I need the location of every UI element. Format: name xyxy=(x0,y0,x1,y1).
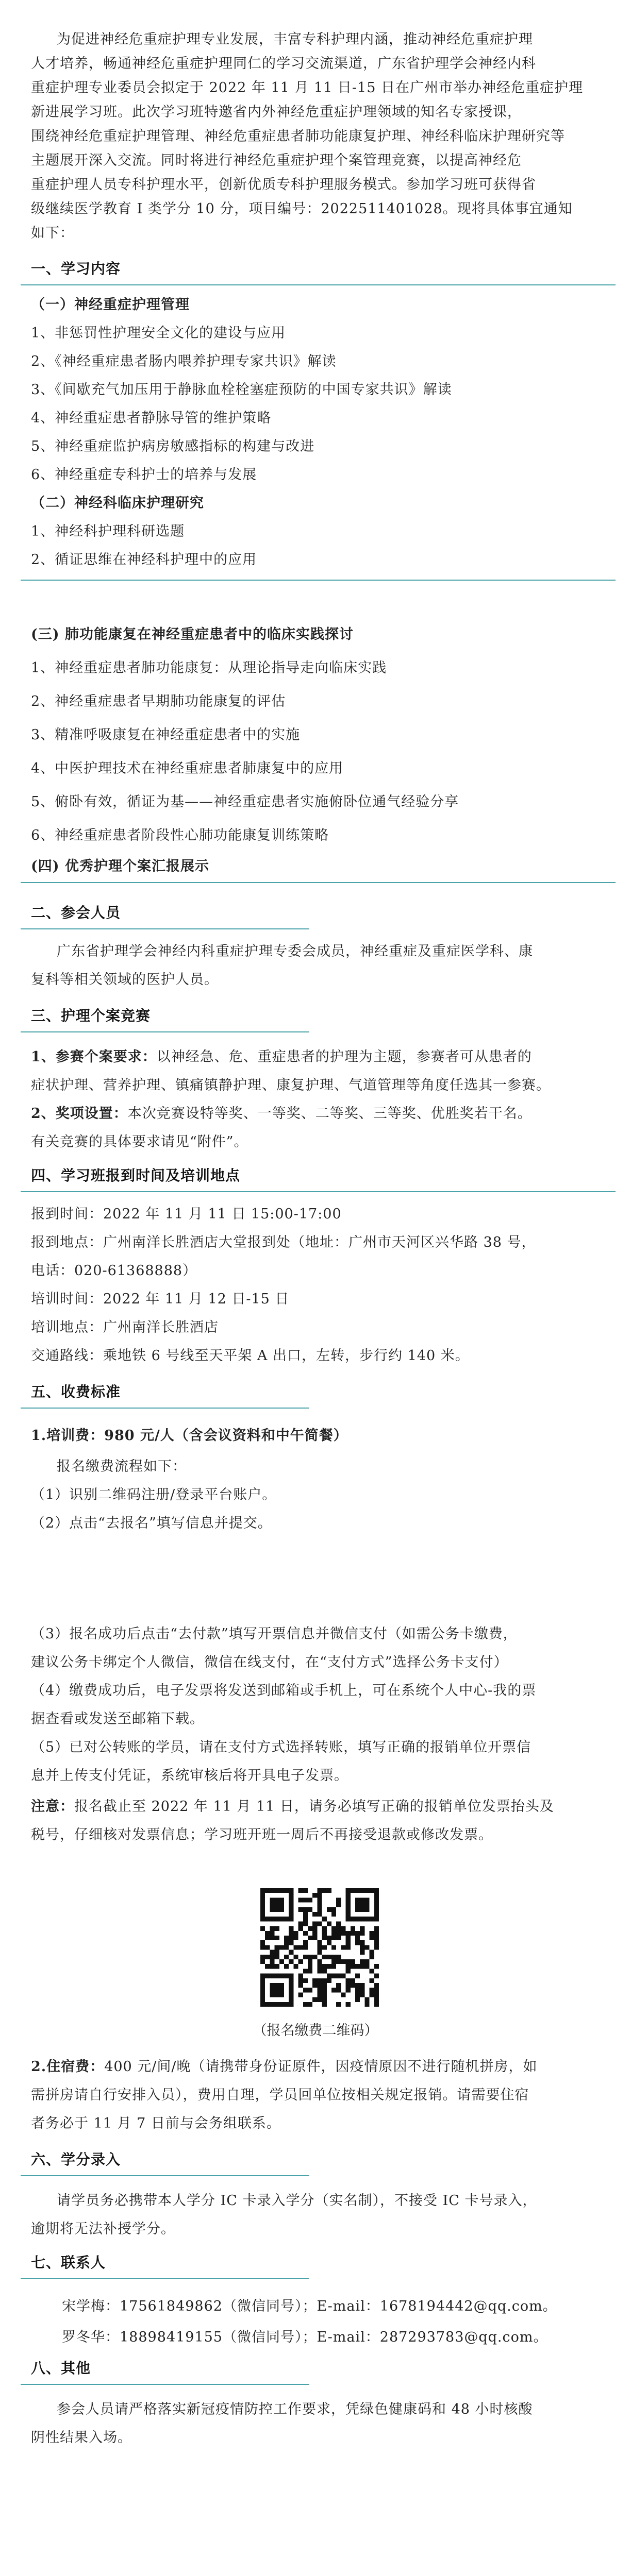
paragraph-line: （5）已对公转账的学员，请在支付方式选择转账，填写正确的报销单位开票信 xyxy=(31,1739,532,1755)
info-line: 交通路线：乘地铁 6 号线至天平架 A 出口，左转，步行约 140 米。 xyxy=(31,1348,470,1364)
qr-caption: （报名缴费二维码） xyxy=(253,2023,378,2039)
paragraph-line: （1）识别二维码注册/登录平台账户。 xyxy=(31,1487,277,1503)
list-item: 5、神经重症监护病房敏感指标的构建与改进 xyxy=(31,438,315,454)
info-line: 培训地点：广州南洋长胜酒店 xyxy=(31,1319,219,1335)
lodging-text: 400 元/间/晚（请携带身份证原件，因疫情原因不进行随机拼房，如 xyxy=(104,2059,538,2075)
award-setting-label: 2、奖项设置： xyxy=(31,1106,128,1122)
divider xyxy=(21,2278,309,2279)
divider xyxy=(21,1191,616,1192)
intro-line: 重症护理专业委员会拟定于 2022 年 11 月 11 日-15 日在广州市举办神经危重症护理 xyxy=(31,80,583,96)
intro-line: 为促进神经危重症护理专业发展，丰富专科护理内涵，推动神经危重症护理 xyxy=(57,31,533,47)
lodging-label: 2.住宿费： xyxy=(31,2059,105,2075)
divider xyxy=(21,580,616,581)
paragraph-line: （4）缴费成功后，电子发票将发送到邮箱或手机上，可在系统个人中心-我的票 xyxy=(31,1683,537,1699)
section-heading-contacts: 七、联系人 xyxy=(31,2254,106,2271)
list-item: 1、神经科护理科研选题 xyxy=(31,523,185,539)
paragraph-line: 有关竞赛的具体要求请见“附件”。 xyxy=(31,1134,248,1150)
section-heading-other: 八、其他 xyxy=(31,2360,91,2377)
section-heading-registration: 四、学习班报到时间及培训地点 xyxy=(31,1167,241,1184)
contact-line: 罗冬华：18898419155（微信同号）；E-mail：287293783@qq.com。 xyxy=(62,2329,548,2345)
award-setting-text: 本次竞赛设特等奖、一等奖、二等奖、三等奖、优胜奖若干名。 xyxy=(127,1106,532,1122)
subsection-heading: (四) 优秀护理个案汇报展示 xyxy=(31,858,209,874)
list-item: 2、循证思维在神经科护理中的应用 xyxy=(31,552,257,568)
info-line: 电话：020-61368888） xyxy=(31,1263,197,1279)
info-line: 培训时间：2022 年 11 月 12 日-15 日 xyxy=(31,1291,290,1307)
note-line xyxy=(31,1798,610,1816)
paragraph-line xyxy=(31,1105,610,1123)
list-item: 3、《间歇充气加压用于静脉血栓栓塞症预防的中国专家共识》解读 xyxy=(31,382,452,398)
intro-line: 如下： xyxy=(31,225,74,241)
paragraph-line: 据查看或发送至邮箱下载。 xyxy=(31,1711,204,1727)
paragraph-line: 症状护理、营养护理、镇痛镇静护理、康复护理、气道管理等角度任选其一参赛。 xyxy=(31,1077,551,1093)
paragraph-line: （2）点击“去报名”填写信息并提交。 xyxy=(31,1515,272,1531)
registration-qr-code[interactable] xyxy=(260,1888,379,2007)
divider xyxy=(21,1031,309,1032)
paragraph-line: 息并上传支付凭证，系统审核后将开具电子发票。 xyxy=(31,1768,348,1784)
section-heading-fees: 五、收费标准 xyxy=(31,1383,121,1400)
divider xyxy=(21,1408,309,1409)
list-item: 1、神经重症患者肺功能康复：从理论指导走向临床实践 xyxy=(31,660,387,676)
note-text: 报名截止至 2022 年 11 月 11 日，请务必填写正确的报销单位发票抬头及 xyxy=(74,1799,554,1815)
section-heading-credits: 六、学分录入 xyxy=(31,2151,121,2168)
competition-requirement-label: 1、参赛个案要求： xyxy=(31,1049,157,1065)
note-line: 税号，仔细核对发票信息；学习班开班一周后不再接受退款或修改发票。 xyxy=(31,1827,493,1843)
divider xyxy=(21,928,309,929)
list-item: 4、中医护理技术在神经重症患者肺康复中的应用 xyxy=(31,760,344,776)
intro-line: 新进展学习班。此次学习班特邀省内外神经危重症护理领域的知名专家授课， xyxy=(31,104,522,120)
note-label: 注意： xyxy=(31,1799,74,1815)
list-item: 1、非惩罚性护理安全文化的建设与应用 xyxy=(31,325,286,341)
intro-line: 主题展开深入交流。同时将进行神经危重症护理个案管理竞赛，以提高神经危 xyxy=(31,152,522,168)
paragraph-line: 报名缴费流程如下： xyxy=(57,1459,187,1475)
paragraph-line: 复科等相关领域的医护人员。 xyxy=(31,972,219,988)
list-item: 3、精准呼吸康复在神经重症患者中的实施 xyxy=(31,727,301,743)
subsection-heading: （二）神经科临床护理研究 xyxy=(31,495,204,511)
paragraph-line: 参会人员请严格落实新冠疫情防控工作要求，凭绿色健康码和 48 小时核酸 xyxy=(57,2401,533,2417)
divider xyxy=(21,882,616,883)
training-fee: 1.培训费：980 元/人（含会议资料和中午简餐） xyxy=(31,1428,348,1444)
intro-line: 人才培养，畅通神经危重症护理同仁的学习交流渠道，广东省护理学会神经内科 xyxy=(31,56,536,72)
divider xyxy=(21,2175,309,2176)
contact-line: 宋学梅：17561849862（微信同号）；E-mail：1678194442@qq.com。 xyxy=(62,2298,557,2314)
intro-line: 级继续医学教育 I 类学分 10 分，项目编号：2022511401028。现将具体事宜通知 xyxy=(31,201,573,217)
list-item: 5、俯卧有效，循证为基——神经重症患者实施俯卧位通气经验分享 xyxy=(31,794,459,810)
list-item: 4、神经重症患者静脉导管的维护策略 xyxy=(31,410,272,426)
divider xyxy=(21,2384,309,2385)
paragraph-line: 请学员务必携带本人学分 IC 卡录入学分（实名制），不接受 IC 卡号录入， xyxy=(57,2193,537,2209)
intro-line: 围绕神经危重症护理管理、神经危重症患者肺功能康复护理、神经科临床护理研究等 xyxy=(31,128,565,144)
paragraph-line: 阴性结果入场。 xyxy=(31,2430,132,2446)
subsection-heading: （一）神经重症护理管理 xyxy=(31,297,190,313)
list-item: 6、神经重症患者阶段性心肺功能康复训练策略 xyxy=(31,827,329,843)
paragraph-line: 建议公务卡绑定个人微信，微信在线支付，在“支付方式”选择公务卡支付） xyxy=(31,1654,508,1670)
info-line: 报到地点：广州南洋长胜酒店大堂报到处（地址：广州市天河区兴华路 38 号， xyxy=(31,1234,536,1250)
lodging-line xyxy=(31,2058,610,2076)
paragraph-line xyxy=(31,1048,610,1066)
section-heading-study-content: 一、学习内容 xyxy=(31,260,121,277)
info-line: 报到时间：2022 年 11 月 11 日 15:00-17:00 xyxy=(31,1206,342,1222)
competition-requirement-text: 以神经急、危、重症患者的护理为主题，参赛者可从患者的 xyxy=(156,1049,532,1065)
section-heading-attendees: 二、参会人员 xyxy=(31,904,121,921)
subsection-heading: (三) 肺功能康复在神经重症患者中的临床实践探讨 xyxy=(31,626,354,642)
list-item: 2、《神经重症患者肠内喂养护理专家共识》解读 xyxy=(31,353,337,369)
divider xyxy=(21,284,616,285)
section-heading-case-competition: 三、护理个案竞赛 xyxy=(31,1007,151,1024)
list-item: 2、神经重症患者早期肺功能康复的评估 xyxy=(31,693,286,709)
intro-line: 重症护理人员专科护理水平，创新优质专科护理服务模式。参加学习班可获得省 xyxy=(31,177,536,193)
paragraph-line: 逾期将无法补授学分。 xyxy=(31,2221,175,2237)
paragraph-line: 广东省护理学会神经内科重症护理专委会成员，神经重症及重症医学科、康 xyxy=(57,943,533,959)
lodging-line: 者务必于 11 月 7 日前与会务组联系。 xyxy=(31,2115,281,2131)
lodging-line: 需拼房请自行安排入员），费用自理，学员回单位按相关规定报销。请需要住宿 xyxy=(31,2087,529,2103)
paragraph-line: （3）报名成功后点击“去付款”填写开票信息并微信支付（如需公务卡缴费， xyxy=(31,1626,518,1642)
list-item: 6、神经重症专科护士的培养与发展 xyxy=(31,467,257,483)
